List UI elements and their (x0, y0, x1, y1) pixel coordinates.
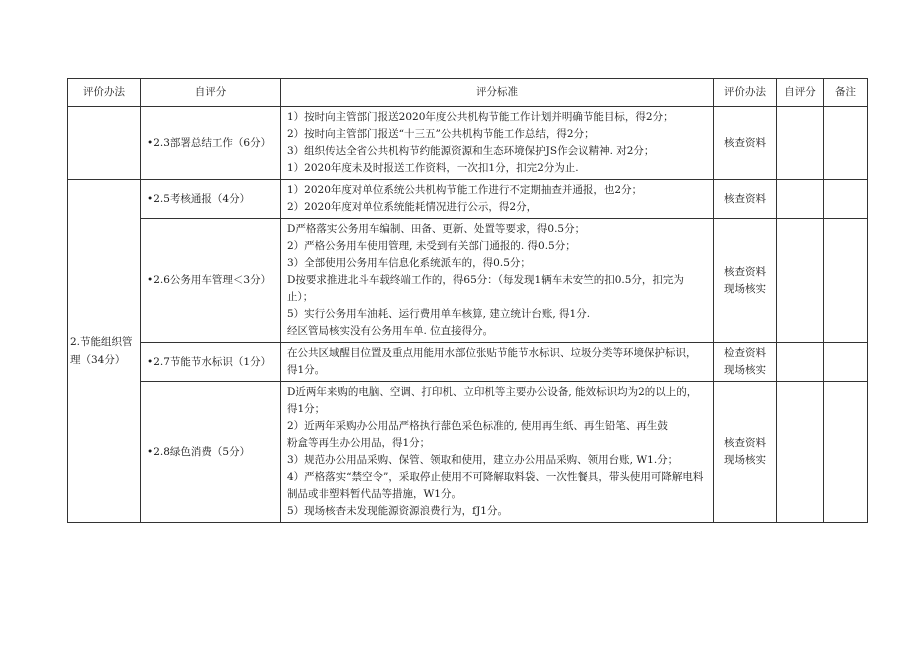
criteria-line: 经区管局核实没有公务用车单. 位直接得分。 (287, 325, 494, 337)
header-criteria: 评分标准 (281, 79, 714, 107)
header-method: 评价办法 (68, 79, 141, 107)
group-label: 2.节能组织管理（34分） (68, 180, 141, 523)
method-line: 核查资料 (724, 265, 766, 278)
remarks-cell[interactable] (824, 107, 868, 180)
table-row (68, 180, 868, 219)
method-line: 现场核实 (724, 282, 766, 295)
criteria-line: 3）全部使用公务用车信息化系统派车的，得0.5分； (287, 257, 531, 269)
criteria-line: 2）2020年度对单位系统能耗情况进行公示，得2分， (287, 201, 538, 213)
header-method-2: 评价办法 (714, 79, 777, 107)
remarks-cell[interactable] (824, 382, 868, 523)
remarks-cell[interactable] (824, 180, 868, 219)
method-line: 核查资料 (724, 192, 766, 205)
table-row (68, 107, 868, 180)
criteria-cell (281, 219, 714, 343)
header-remarks: 备注 (824, 79, 868, 107)
criteria-line: 3）规范办公用品采购、保管、领取和使用，建立办公用品采购、领用台账, W1.分； (287, 454, 679, 466)
criteria-line: 1）2020年度未及时报送工作资料，一次扣1分，扣完2分为止. (287, 162, 579, 174)
criteria-line: D按要求推进北斗车载终端工作的，得65分：（每发现1辆车未安竺的扣0.5分，扣完为 (287, 274, 684, 286)
method-line: 现场核实 (724, 364, 766, 376)
method-cell (714, 343, 777, 382)
remarks-cell[interactable] (824, 219, 868, 343)
criteria-line: 1）2020年度对单位系统公共机构节能工作进行不定期抽查并通报，也2分； (287, 184, 643, 196)
method-cell (714, 180, 777, 219)
header-self-score-2: 自评分 (777, 79, 824, 107)
header-row (68, 79, 868, 107)
criteria-line: 止）； (287, 291, 314, 303)
criteria-line: 3）组织传达全省公共机构节约能源资源和生态环境保护JS作会议精神. 对2分； (287, 145, 655, 157)
criteria-line: 得1分； (287, 403, 326, 415)
method-cell (714, 107, 777, 180)
criteria-line: 2）按时向主管部门报送“十三五”公共机构节能工作总结，得2分； (287, 128, 595, 140)
criteria-cell (281, 180, 714, 219)
method-line: 现场核实 (724, 454, 766, 466)
item-label: •2.8绿色消费（5分） (141, 382, 281, 523)
criteria-line: 2）严格公务用车使用管理, 未受到有关部门通报的. 得0.5分； (287, 240, 576, 252)
self-score-cell[interactable] (777, 219, 824, 343)
criteria-line: 粉盒等再生办公用品，得1分； (287, 437, 431, 449)
self-score-cell[interactable] (777, 180, 824, 219)
method-line: 核查资料 (724, 136, 766, 149)
self-score-cell[interactable] (777, 382, 824, 523)
criteria-line: 5）实行公务用车油耗、运行费用单车核算, 建立统计台账, 得1分. (287, 308, 591, 320)
criteria-line: 在公共区域醒目位置及重点用能用水部位张贴节能节水标识、垃圾分类等环境保护标识， (287, 347, 697, 359)
criteria-cell (281, 343, 714, 382)
item-label: •2.7节能节水标识（1分） (141, 343, 281, 382)
criteria-line: D近两年来购的电脑、空调、打印机、立印机等主要办公设备, 能效标识均为2的以上的， (287, 386, 698, 398)
criteria-line: 1）按时向主管部门报送2020年度公共机构节能工作计划并明确节能目标，得2分； (287, 111, 674, 123)
method-cell (714, 219, 777, 343)
criteria-line: 得1分。 (287, 364, 326, 376)
criteria-line: 2）近两年采购办公用品严格执行蔀色采色标准的, 使用再生纸、再生铅笔、再生鼓 (287, 420, 668, 432)
item-label: •2.3部署总结工作（6分） (141, 107, 281, 180)
criteria-cell (281, 382, 714, 523)
criteria-line: D严格落实公务用车编制、田备、更新、处置等要求，得0.5分； (287, 223, 586, 235)
item-label: •2.6公务用车管理＜3分） (141, 219, 281, 343)
criteria-cell (281, 107, 714, 180)
criteria-line: 4）严格落实“禁空令”，采取停止使用不可降解取料袋、一次性餐具，带头使用可降解电料 (287, 471, 704, 483)
group-cell-empty (68, 107, 141, 180)
table-row (68, 219, 868, 343)
method-line: 检查资料 (724, 347, 766, 359)
self-score-cell[interactable] (777, 343, 824, 382)
table-row (68, 382, 868, 523)
table-row (68, 343, 868, 382)
remarks-cell[interactable] (824, 343, 868, 382)
header-self-score: 自评分 (141, 79, 281, 107)
method-cell (714, 382, 777, 523)
criteria-line: 制品或非塑料暂代品等措施，W1分。 (287, 488, 462, 500)
self-score-cell[interactable] (777, 107, 824, 180)
criteria-line: 5）现场核杳未发现能源资源浪费行为，fJ1分。 (287, 505, 508, 517)
item-label: •2.5考核通报（4分） (141, 180, 281, 219)
evaluation-table (67, 78, 868, 523)
method-line: 核查资料 (724, 437, 766, 449)
